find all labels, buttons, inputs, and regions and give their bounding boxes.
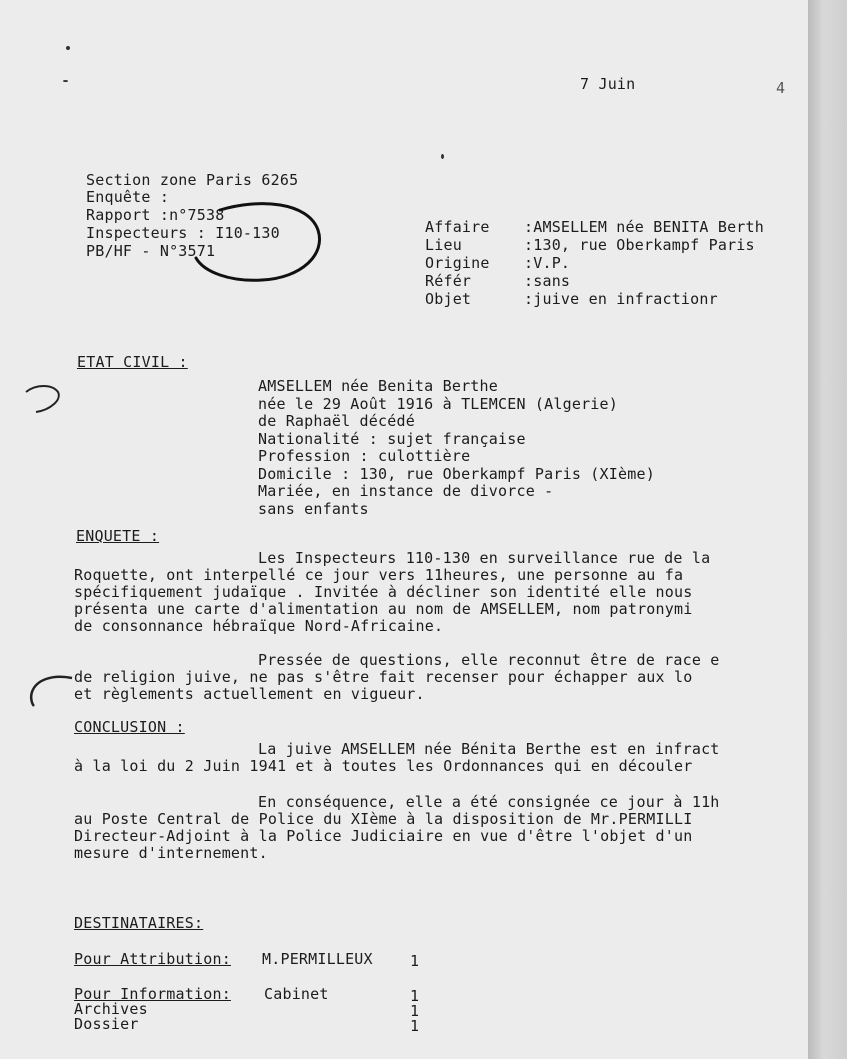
enquete-line: Pressée de questions, elle reconnut être de race e: [258, 651, 720, 669]
etat-civil-line: Profession : culottière: [258, 447, 471, 465]
affaire-value: :130, rue Oberkampf Paris: [524, 236, 755, 254]
enquete-line: de religion juive, ne pas s'être fait recenser pour échapper aux lo: [74, 668, 693, 686]
affaire-label: Objet: [425, 290, 472, 308]
affaire-value: :sans: [524, 272, 571, 290]
dossier-count: 1: [410, 1017, 420, 1035]
reference-line: PB/HF - N°3571: [86, 242, 216, 260]
enquete-line: Roquette, ont interpellé ce jour vers 11heures, une personne au fa: [74, 566, 684, 584]
conclusion-line: La juive AMSELLEM née Bénita Berthe est en infract: [258, 740, 720, 758]
attribution-label: Pour Attribution:: [74, 950, 231, 968]
inspecteurs-line: Inspecteurs : I10-130: [86, 224, 280, 242]
conclusion-line: En conséquence, elle a été consignée ce jour à 11h: [258, 793, 720, 811]
etat-civil-line: sans enfants: [258, 499, 369, 518]
enquete-line: spécifiquement judaïque . Invitée à décliner son identité elle nous: [74, 583, 693, 601]
conclusion-heading: CONCLUSION :: [74, 718, 185, 736]
conclusion-line: au Poste Central de Police du XIème à la disposition de Mr.PERMILLI: [74, 810, 693, 828]
affaire-label: Origine: [425, 254, 490, 272]
destinataires-heading: DESTINATAIRES:: [74, 914, 204, 932]
ink-speck: [63, 80, 68, 82]
conclusion-line: mesure d'internement.: [74, 844, 268, 862]
page-number: 4: [776, 79, 786, 97]
affaire-label: Référ: [425, 272, 472, 290]
conclusion-line: à la loi du 2 Juin 1941 et à toutes les Ordonnances qui en découler: [74, 757, 693, 775]
handwritten-bracket: [22, 670, 78, 710]
etat-civil-line: de Raphaël décédé: [258, 412, 415, 430]
etat-civil-line: Nationalité : sujet française: [258, 429, 526, 448]
archives-line: Archives: [74, 1000, 148, 1018]
affaire-value: :AMSELLEM née BENITA Berth: [524, 218, 764, 236]
information-count: 1: [410, 987, 420, 1005]
archives-count: 1: [410, 1002, 420, 1020]
etat-civil-line: Mariée, en instance de divorce -: [258, 482, 554, 500]
conclusion-line: Directeur-Adjoint à la Police Judiciaire en vue d'être l'objet d'un: [74, 827, 693, 845]
enquete-line: présenta une carte d'alimentation au nom de AMSELLEM, nom patronymi: [74, 600, 693, 618]
enquete-line: Enquête :: [86, 188, 170, 206]
attribution-value: M.PERMILLEUX: [262, 950, 373, 968]
enquete-heading: ENQUETE :: [76, 527, 160, 545]
handwritten-tick: [22, 382, 66, 416]
ink-speck: [66, 46, 70, 50]
affaire-value: :V.P.: [524, 254, 571, 272]
etat-civil-heading: ETAT CIVIL :: [77, 353, 188, 371]
etat-civil-line: Domicile : 130, rue Oberkampf Paris (XIème): [258, 464, 655, 483]
page-edge-shadow: [808, 0, 847, 1059]
handwritten-circle: [190, 196, 330, 288]
enquete-line: de consonnance hébraïque Nord-Africaine.: [74, 617, 444, 635]
document-date: 7 Juin: [580, 75, 636, 93]
ink-speck: [441, 154, 444, 159]
rapport-line: Rapport :n°7538: [86, 206, 225, 224]
affaire-value: :juive en infractionr: [524, 290, 718, 308]
enquete-line: et règlements actuellement en vigueur.: [74, 685, 425, 703]
information-value: Cabinet: [264, 985, 329, 1003]
affaire-label: Affaire: [425, 218, 490, 236]
etat-civil-line: AMSELLEM née Benita Berthe: [258, 377, 498, 395]
section-line: Section zone Paris 6265: [86, 171, 299, 189]
dossier-line: Dossier: [74, 1015, 139, 1033]
information-label: Pour Information:: [74, 985, 231, 1003]
affaire-label: Lieu: [425, 236, 462, 254]
attribution-count: 1: [410, 952, 420, 970]
enquete-line: Les Inspecteurs 110-130 en surveillance rue de la: [258, 549, 711, 567]
etat-civil-line: née le 29 Août 1916 à TLEMCEN (Algerie): [258, 394, 618, 413]
